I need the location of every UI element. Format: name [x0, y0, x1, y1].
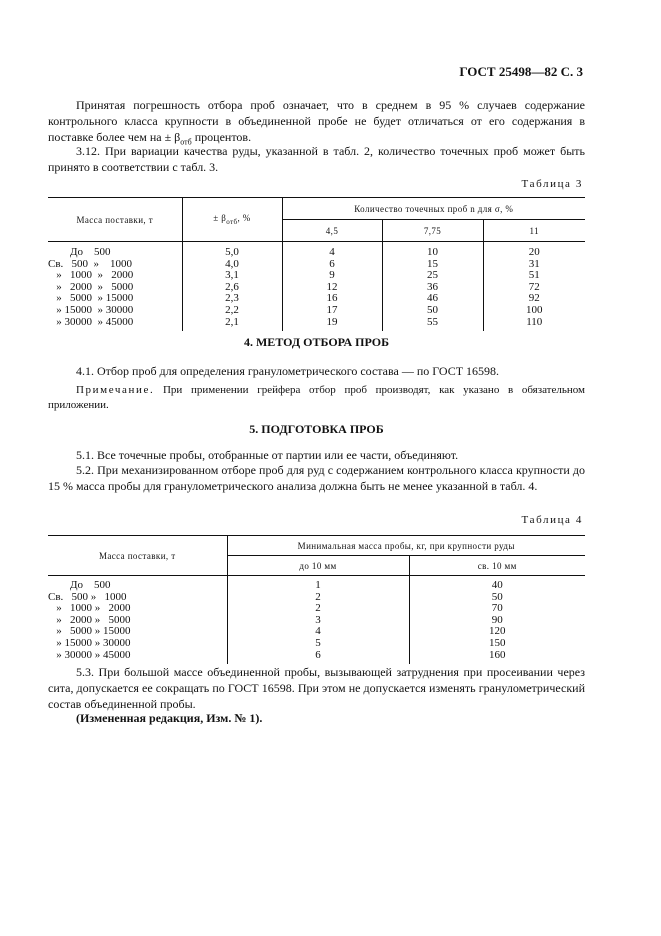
table3-mass: » 15000 » 30000 [48, 303, 134, 316]
table3-subcol: 4,5 [282, 220, 382, 242]
table4-c1: 3 [227, 615, 409, 627]
note-text: При применении грейфера отбор проб производят, как указано в обязательном приложении. [48, 384, 585, 411]
table4-c2: 50 [409, 592, 585, 604]
table3-caption: Таблица 3 [521, 178, 583, 190]
table4-c1: 1 [227, 580, 409, 592]
table3-c1: 16 [282, 293, 382, 305]
table3-beta: 2,6 [182, 282, 282, 294]
table3-mass: До 500 [48, 246, 111, 258]
table3-c3: 31 [483, 259, 585, 271]
page-header: ГОСТ 25498—82 С. 3 [459, 64, 583, 79]
table3-mass: » 1000 » 2000 [48, 269, 134, 282]
table4-mass: Св. 500 » 1000 [48, 590, 127, 603]
table3-c1: 6 [282, 259, 382, 271]
paragraph-5-3 [48, 664, 585, 712]
table-row [48, 638, 585, 650]
paragraph-5-1 [48, 447, 585, 463]
table3-c3: 100 [483, 305, 585, 317]
table-row [48, 247, 585, 259]
table3-col-mass: Масса поставки, т [76, 214, 154, 225]
table3-c2: 25 [382, 270, 483, 282]
table4-c2: 40 [409, 580, 585, 592]
table3-beta: 2,1 [182, 317, 282, 329]
table-row [48, 317, 585, 329]
table4-c1: 6 [227, 650, 409, 662]
table4-c2: 160 [409, 650, 585, 662]
table4-c1: 2 [227, 603, 409, 615]
table4-subcol: до 10 мм [227, 556, 409, 576]
paragraph-5-2-text: 5.2. При механизированном отборе проб для руд с содержанием контрольного класса крупности до 15 % масса пробы для гранулометрического анализа должна быть не менее указанной в табл. 4. [48, 463, 585, 493]
table3-c3: 20 [483, 247, 585, 259]
table4-c1: 5 [227, 638, 409, 650]
table3-subcol: 7,75 [382, 220, 483, 242]
table3-col-beta-sub: отб [226, 217, 238, 226]
table3-c3: 51 [483, 270, 585, 282]
table3-c2: 36 [382, 282, 483, 294]
table4-c1: 4 [227, 626, 409, 638]
table4-c2: 150 [409, 638, 585, 650]
table3-col-beta [182, 198, 282, 242]
table4-subcol: св. 10 мм [409, 556, 585, 576]
table4-c2: 90 [409, 615, 585, 627]
table4-caption: Таблица 4 [521, 514, 583, 526]
table3-c3: 110 [483, 317, 585, 329]
table3-c1: 12 [282, 282, 382, 294]
table3-mass: » 5000 » 15000 [48, 292, 134, 305]
table4-c2: 70 [409, 603, 585, 615]
table3-beta: 2,3 [182, 293, 282, 305]
table3-c2: 15 [382, 259, 483, 271]
section-4-title: 4. МЕТОД ОТБОРА ПРОБ [243, 335, 389, 349]
table4-mass: » 15000 » 30000 [48, 636, 131, 649]
table3 [48, 197, 585, 331]
paragraph-5-3-text: 5.3. При большой массе объединенной пробы, вызывающей затруднения при просеивании через сита, допускается ее сокращать по ГОСТ 16598. При этом не допускается изменять гранулометрический состав объединенной пробы. [48, 665, 585, 711]
amendment-note-text: (Измененная редакция, Изм. № 1). [76, 711, 263, 725]
note-label: Примечание. [76, 384, 155, 396]
table3-c1: 4 [282, 247, 382, 259]
table4-mass: » 30000 » 45000 [48, 648, 131, 661]
paragraph-4-1-text: 4.1. Отбор проб для определения гранулометрического состава — по ГОСТ 16598. [76, 364, 500, 378]
table4-mass: » 2000 » 5000 [48, 613, 131, 626]
table3-c1: 9 [282, 270, 382, 282]
table4-col-mass: Масса поставки, т [98, 550, 176, 561]
table3-c3: 72 [483, 282, 585, 294]
table3-c2: 46 [382, 293, 483, 305]
table4-c1: 2 [227, 592, 409, 604]
section-5-title: 5. ПОДГОТОВКА ПРОБ [249, 422, 384, 436]
table3-mass: » 2000 » 5000 [48, 280, 134, 293]
table3-beta: 4,0 [182, 259, 282, 271]
table-row [48, 650, 585, 662]
paragraph-3-12 [48, 143, 585, 175]
table-row [48, 580, 585, 592]
table4-mass: » 1000 » 2000 [48, 602, 131, 615]
note [48, 383, 585, 413]
paragraph-4-1 [48, 363, 585, 379]
table3-mass: » 30000 » 45000 [48, 315, 134, 328]
paragraph-3-12-text: 3.12. При вариации качества руды, указанной в табл. 2, количество точечных проб может быть принято в соответствии с табл. 3. [48, 144, 585, 174]
table3-col-group: Количество точечных проб n для σ, % [282, 198, 585, 220]
paragraph-5-2 [48, 462, 585, 494]
paragraph-error-tail: процентов. [191, 130, 252, 144]
table4-col-group: Минимальная масса пробы, кг, при крупности руды [227, 536, 585, 556]
table3-mass: Св. 500 » 1000 [48, 257, 133, 270]
table3-c1: 19 [282, 317, 382, 329]
table4 [48, 535, 585, 664]
amendment-note [48, 710, 585, 726]
table3-beta: 2,2 [182, 305, 282, 317]
paragraph-5-1-text: 5.1. Все точечные пробы, отобранные от партии или ее части, объединяют. [76, 448, 459, 462]
paragraph-error-text: Принятая погрешность отбора проб означает, что в среднем в 95 % случаев содержание контрольного класса крупности в объединенной пробе не будет отличаться от его содержания в поставке более чем на ± β [48, 98, 585, 144]
table3-c2: 10 [382, 247, 483, 259]
table3-c2: 50 [382, 305, 483, 317]
table-row [48, 305, 585, 317]
table3-beta: 3,1 [182, 270, 282, 282]
table3-c3: 92 [483, 293, 585, 305]
table4-c2: 120 [409, 626, 585, 638]
table4-mass: До 500 [48, 579, 111, 591]
table3-c2: 55 [382, 317, 483, 329]
table3-beta: 5,0 [182, 247, 282, 259]
table3-subcol: 11 [483, 220, 585, 242]
table3-col-beta-tail: , % [237, 213, 251, 224]
table3-col-beta-text: ± β [213, 213, 227, 224]
table3-c1: 17 [282, 305, 382, 317]
beta-subscript: отб [180, 137, 192, 147]
table4-mass: » 5000 » 15000 [48, 625, 131, 638]
